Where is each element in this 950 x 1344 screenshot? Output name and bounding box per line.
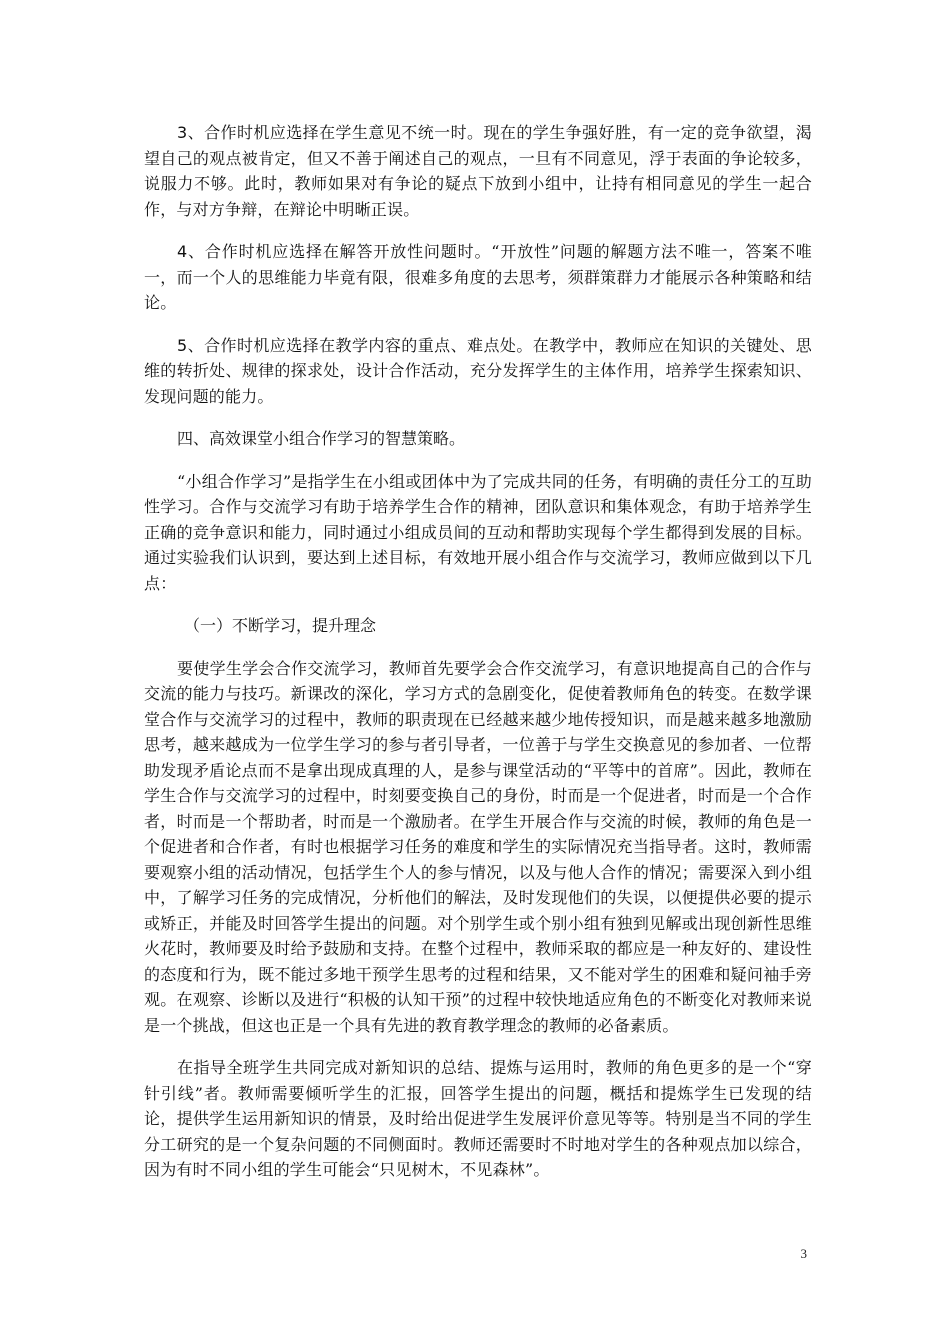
point-text-3: 、合作时机应选择在学生意见不统一时。现在的学生争强好胜，有一定的竞争欲望，渴望自己的观点被肯定，但又不善于阐述自己的观点，一旦有不同意见，浮于表面的争论较多，说服力不够。此时，教师如果对有争论的疑点下放到小组中，让持有相同意见的学生一起合作，与对方争辩，在辩论中明晰正误。 (144, 123, 812, 219)
paragraph-point-4 (144, 239, 812, 316)
section-heading: 四、高效课堂小组合作学习的智慧策略。 (177, 429, 466, 448)
body-paragraph-1: 要使学生学会合作交流学习，教师首先要学会合作交流学习，有意识地提高自己的合作与交流的能力与技巧。新课改的深化，学习方式的急剧变化，促使着教师角色的转变。在数学课堂合作与交流学习的过程中，教师的职责现在已经越来越少地传授知识，而是越来越多地激励思考，越来越成为一位学生学习的参与者引导者，一位善于与学生交换意见的参加者、一位帮助发现矛盾论点而不是拿出现成真理的人，是参与课堂活动的“平等中的首席”。因此，教师在学生合作与交流学习的过程中，时刻要变换自己的身份，时而是一个促进者，时而是一个合作者，时而是一个帮助者，时而是一个激励者。在学生开展合作与交流的时候，教师的角色是一个促进者和合作者，有时也根据学习任务的难度和学生的实际情况充当指导者。这时，教师需要观察小组的活动情况，包括学生个人的参与情况，以及与他人合作的情况；需要深入到小组中，了解学习任务的完成情况，分析他们的解法，及时发现他们的失误，以便提供必要的提示或矫正，并能及时回答学生提出的问题。对个别学生或个别小组有独到见解或出现创新性思维火花时，教师要及时给予鼓励和支持。在整个过程中，教师采取的都应是一种友好的、建设性的态度和行为，既不能过多地干预学生思考的过程和结果，又不能对学生的困难和疑问袖手旁观。在观察、诊断以及进行“积极的认知干预”的过程中较快地适应角色的不断变化对教师来说是一个挑战，但这也正是一个具有先进的教育教学理念的教师的必备素质。 (144, 658, 812, 1035)
page-number: 3 (800, 1246, 807, 1261)
point-number-3: 3 (177, 123, 188, 142)
sub-heading: （一）不断学习，提升理念 (184, 616, 377, 635)
body-paragraph-2: 在指导全班学生共同完成对新知识的总结、提炼与运用时，教师的角色更多的是一个“穿针引线”者。教师需要倾听学生的汇报，回答学生提出的问题，概括和提炼学生已发现的结论，提供学生运用新知识的情景，及时给出促进学生发展评价意见等等。特别是当不同的学生分工研究的是一个复杂问题的不同侧面时。教师还需要时不时地对学生的各种观点加以综合，因为有时不同小组的学生可能会“只见树木，不见森林”。 (144, 1058, 812, 1179)
intro-paragraph: “小组合作学习”是指学生在小组或团体中为了完成共同的任务，有明确的责任分工的互助性学习。合作与交流学习有助于培养学生合作的精神，团队意识和集体观念，有助于培养学生正确的竞争意识和能力，同时通过小组成员间的互动和帮助实现每个学生都得到发展的目标。通过实验我们认识到，要达到上述目标，有效地开展小组合作与交流学习，教师应做到以下几点： (144, 471, 812, 593)
point-number-5: 5 (177, 335, 188, 355)
point-text-5: 、合作时机应选择在教学内容的重点、难点处。在教学中，教师应在知识的关键处、思维的转折处、规律的探求处，设计合作活动，充分发挥学生的主体作用，培养学生探索知识、发现问题的能力。 (144, 335, 812, 406)
paragraph-point-5 (144, 333, 812, 410)
paragraph-point-3 (144, 120, 812, 222)
point-number-4: 4 (177, 242, 188, 261)
document-body (144, 120, 812, 1183)
point-text-4: 、合作时机应选择在解答开放性问题时。“开放性”问题的解题方法不唯一，答案不唯一，而一个人的思维能力毕竟有限，很难多角度的去思考，须群策群力才能展示各种策略和结论。 (144, 242, 812, 312)
